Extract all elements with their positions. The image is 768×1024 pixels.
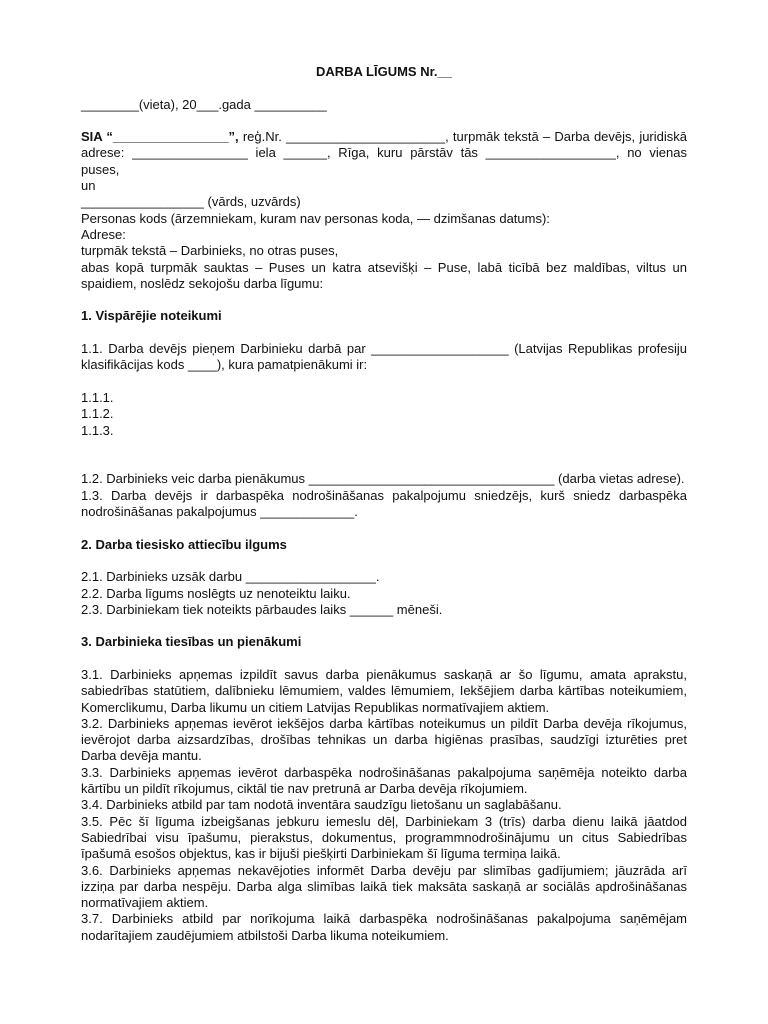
clause-3-1: 3.1. Darbinieks apņemas izpildīt savus darba pienākumus saskaņā ar šo līgumu, amata aprakstu, sabiedrības statūtiem, dalībnieku lēmumiem, valdes lēmumiem, Iekšējiem darba kārtības noteikumiem, Komerclikumu, Darba likumu un citiem Latvijas Republikas normatīvajiem aktiem. <box>81 666 687 715</box>
personal-code-line: Personas kods (ārzemniekam, kuram nav personas koda, — dzimšanas datums): <box>81 210 550 226</box>
clause-3-7: 3.7. Darbinieks atbild par norīkojuma laikā darbaspēka nodrošināšanas pakalpojuma saņēmējam nodarītajiem zaudējumiem atbilstoši Darba likuma noteikumiem. <box>81 911 687 943</box>
clause-3-4: 3.4. Darbinieks atbild par tam nodotā inventāra saudzīgu lietošanu un saglabāšanu. <box>81 797 562 813</box>
address-line: Adrese: <box>81 226 126 242</box>
place-date-line: ________(vieta), 20___.gada __________ <box>81 96 327 112</box>
conjunction-un: un <box>81 178 96 194</box>
clause-1-3: 1.3. Darba devējs ir darbaspēka nodrošināšanas pakalpojumu sniedzējs, kurš sniedz darbaspēka nodrošināšanas pakalpojumus _____________. <box>81 487 687 520</box>
clause-2-1: 2.1. Darbinieks uzsāk darbu __________________. <box>81 569 380 585</box>
clause-3-5: 3.5. Pēc šī līguma izbeigšanas jebkuru iemeslu dēļ, Darbiniekam 3 (trīs) darba dienu laikā jāatdod Sabiedrībai visu īpašumu, pierakstus, dokumentus, programmnodrošinājumu un citus Sabiedrības īpašumā esošos objektus, kas ir bijuši piešķirti Darbiniekam šī līguma termiņa laikā. <box>81 813 687 862</box>
list-item: 1.1.2. <box>81 406 114 422</box>
clause-1-1: 1.1. Darba devējs pieņem Darbinieku darbā par ___________________ (Latvijas Republikas profesiju klasifikācijas kods ____), kura pamatpienākumi ir: <box>81 341 687 373</box>
clause-2-2: 2.2. Darba līgums noslēgts uz nenoteiktu laiku. <box>81 585 351 601</box>
party1-paragraph <box>81 129 687 178</box>
clause-3-3: 3.3. Darbinieks apņemas ievērot darbaspēka nodrošināšanas pakalpojuma saņēmēja noteikto darba kārtību un pildīt rīkojumus, ciktāl tie nav pretrunā ar Darba devēja rīkojumiem. <box>81 764 687 797</box>
section1-heading: 1. Vispārējie noteikumi <box>81 308 222 324</box>
party1-name: SIA “________________”, <box>81 129 239 145</box>
clause-3-2: 3.2. Darbinieks apņemas ievērot iekšējos darba kārtības noteikumus un pildīt Darba devēja rīkojumus, ievērojot darba aizsardzības, drošības tehnikas un darba higiēnas prasības, saudzīgi izturēties pret Darba devēja mantu. <box>81 715 687 764</box>
list-item: 1.1.1. <box>81 389 114 405</box>
employee-reference: turpmāk tekstā – Darbinieks, no otras puses, <box>81 243 339 259</box>
document-title: DARBA LĪGUMS Nr.__ <box>315 64 453 79</box>
clause-3-6: 3.6. Darbinieks apņemas nekavējoties informēt Darba devēju par slimības gadījumiem; jāuzrāda arī izziņa par darba nespēju. Darba alga slimības laikā tiek maksāta saskaņā ar sociālās apdrošināšanas normatīvajiem aktiem. <box>81 862 687 911</box>
party1-details: reģ.Nr. ______________________, turpmāk tekstā – Darba devējs, juridiskā adrese: ________________ iela ______, Rīga, kuru pārstāv tās __________________, no vienas puses, <box>81 129 688 177</box>
section3-heading: 3. Darbinieka tiesības un pienākumi <box>81 634 302 650</box>
employee-name-line: _________________ (vārds, uzvārds) <box>81 194 301 210</box>
clause-2-3: 2.3. Darbiniekam tiek noteikts pārbaudes laiks ______ mēneši. <box>81 601 443 617</box>
clause-1-2: 1.2. Darbinieks veic darba pienākumus __________________________________ (darba vietas adrese). <box>81 471 685 487</box>
list-item: 1.1.3. <box>81 422 114 438</box>
document-page <box>81 64 687 944</box>
section2-heading: 2. Darba tiesisko attiecību ilgums <box>81 536 287 552</box>
parties-agreement: abas kopā turpmāk sauktas – Puses un katra atsevišķi – Puse, labā ticībā bez maldības, viltus un spaidiem, noslēdz sekojošu darba līgumu: <box>81 259 687 291</box>
